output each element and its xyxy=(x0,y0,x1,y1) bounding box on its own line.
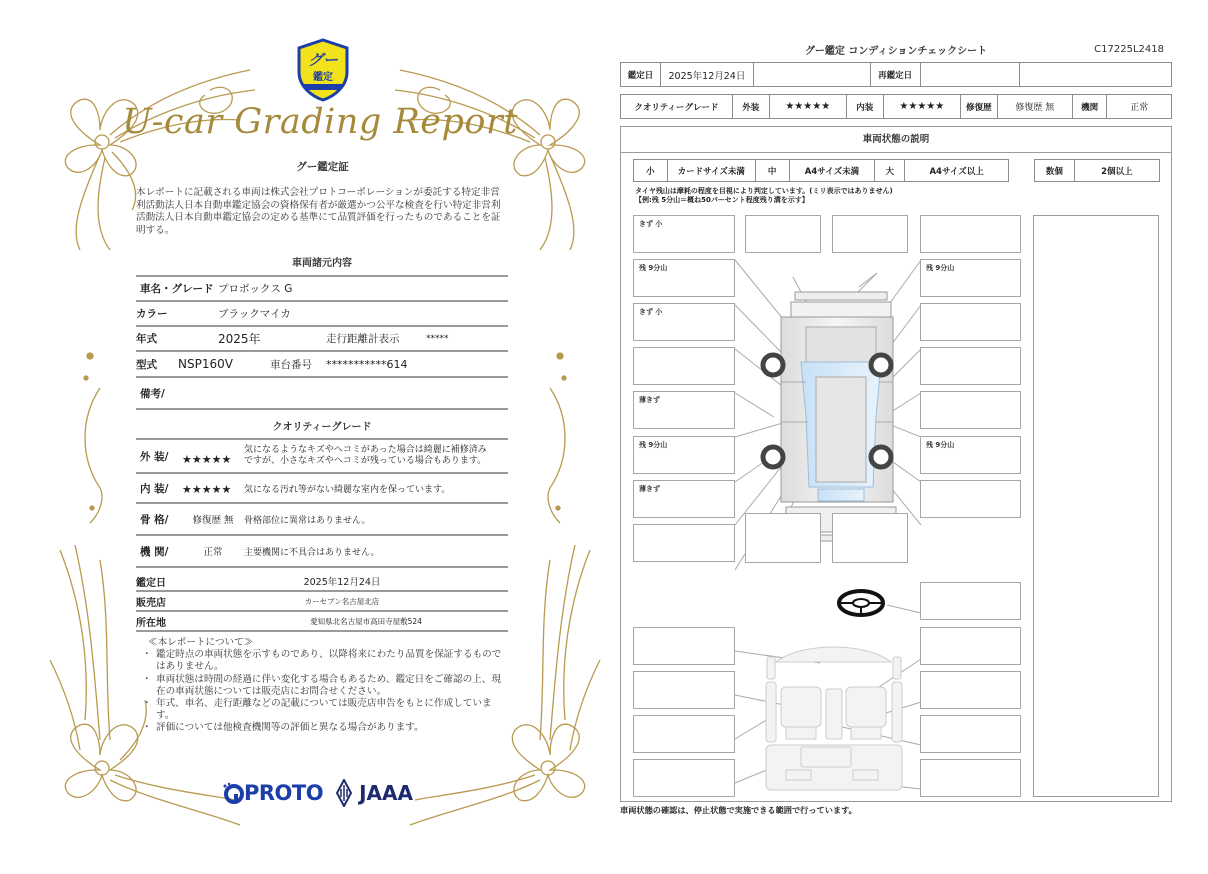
condition-box-left-6: 残 9分山 xyxy=(633,436,735,474)
shop-value: カーセブン名古屋北店 xyxy=(304,596,380,606)
condition-box-top-2 xyxy=(832,215,908,253)
sheet-footer-note: 車両状態の確認は、停止状態で実施できる範囲で行っています。 xyxy=(620,805,857,815)
sheet-title: グー鑑定 コンディションチェックシート xyxy=(804,46,988,57)
model-label: 型式 xyxy=(136,358,157,371)
car-top-view-icon xyxy=(763,292,896,541)
interior-description: 気になる汚れ等がない綺麗な室内を保っています。 xyxy=(244,484,451,495)
reinspection-date-label: 再鑑定日 xyxy=(870,63,920,87)
engine-label: 機 関/ xyxy=(140,545,169,558)
repair-history-value: 修復歴 無 xyxy=(997,95,1072,119)
condition-box-bottom-2 xyxy=(832,513,908,563)
quality-grade-table xyxy=(620,94,1172,119)
color-label: カラー xyxy=(136,308,168,320)
report-notes xyxy=(144,637,504,735)
footer-logos xyxy=(222,778,413,808)
note-item: ・ 評価については他検査機関等の評価と異なる場合があります。 xyxy=(144,722,504,734)
interior-box-right-2 xyxy=(920,627,1021,665)
proto-mark-icon xyxy=(222,782,244,804)
year-value: 2025年 xyxy=(218,332,261,346)
shield-icon xyxy=(295,38,351,102)
model-value: NSP160V xyxy=(178,357,233,371)
condition-box-right-1 xyxy=(920,215,1021,253)
condition-box-right-4 xyxy=(920,347,1021,385)
grade-row-frame xyxy=(136,504,508,536)
shop-label: 販売店 xyxy=(136,597,166,609)
grading-certificate xyxy=(40,30,610,830)
condition-check-sheet xyxy=(618,38,1174,828)
blank-cell xyxy=(1020,63,1172,87)
legend-large-desc: A4サイズ以上 xyxy=(905,160,1009,182)
chassis-label: 車台番号 xyxy=(270,358,312,371)
vehicle-condition-panel xyxy=(620,126,1172,802)
svg-text:鑑定: 鑑定 xyxy=(313,72,333,83)
engine-rating: 正常 xyxy=(203,547,223,558)
goo-kantei-badge xyxy=(295,38,351,102)
condition-box-left-1: きず 小 xyxy=(633,215,735,253)
steering-wheel-icon xyxy=(839,591,883,615)
date-value: 2025年12月24日 xyxy=(303,577,381,588)
legend-several-desc: 2個以上 xyxy=(1074,160,1159,182)
interior-box-right-5 xyxy=(920,759,1021,797)
tire-tread-note: タイヤ残山は摩耗の程度を目視により判定しています。(ミリ表示ではありません) 【例:残 5分山＝概ね50パーセント程度残り溝を示す】 xyxy=(635,187,893,205)
condition-box-left-5: 薄きず xyxy=(633,391,735,429)
interior-box-left-2 xyxy=(633,671,735,709)
grade-row-exterior xyxy=(136,440,508,474)
spec-row-year xyxy=(136,327,508,352)
legend-small-desc: カードサイズ未満 xyxy=(667,160,755,182)
condition-box-left-2: 残 9分山 xyxy=(633,259,735,297)
info-row-shop xyxy=(136,592,508,612)
grade-row-interior xyxy=(136,474,508,504)
odometer-label: 走行距離計表示 xyxy=(326,333,400,345)
inspection-date-label: 鑑定日 xyxy=(621,63,661,87)
svg-text:グー: グー xyxy=(307,51,339,69)
condition-box-right-3 xyxy=(920,303,1021,341)
condition-box-left-7: 薄きず xyxy=(633,480,735,518)
engine-label: 機関 xyxy=(1072,95,1106,119)
certificate-intro: 本レポートに記載される車両は株式会社プロトコーポレーションが委託する特定非営利活動法人日本自動車鑑定協会の資格保有者が厳選かつ公平な検査を行い特定非営利活動法人日本自動車鑑定協会の定める基準にて品質評価を行ったものであることを証明する。 xyxy=(136,187,501,236)
interior-box-left-3 xyxy=(633,715,735,753)
address-label: 所在地 xyxy=(136,617,166,629)
interior-label: 内装 xyxy=(846,95,883,119)
condition-box-right-5 xyxy=(920,391,1021,429)
sheet-code: C17225L2418 xyxy=(1094,44,1164,55)
remarks-label: 備考/ xyxy=(140,387,165,400)
tire-front-right-icon xyxy=(871,355,891,375)
note-item: ・ 年式、車名、走行距離などの記載については販売店申告をもとに作成しています。 xyxy=(144,698,504,722)
frame-rating: 修復歴 無 xyxy=(192,515,234,526)
jaaa-logo: JAAA xyxy=(335,779,413,807)
exterior-label: 外装 xyxy=(732,95,769,119)
inspection-date-table xyxy=(620,62,1172,87)
exterior-stars: ★★★★★ xyxy=(769,95,846,119)
proto-logo: PROTO xyxy=(222,781,323,805)
ornament-side-right-icon xyxy=(530,348,580,528)
engine-description: 主要機関に不具合はありません。 xyxy=(244,547,380,558)
certificate-script-title: U-car Grading Report xyxy=(122,102,518,142)
reinspection-date-value xyxy=(920,63,1020,87)
info-row-date xyxy=(136,572,508,592)
condition-box-left-8 xyxy=(633,524,735,562)
interior-rating: ★★★★★ xyxy=(182,483,232,496)
date-label: 鑑定日 xyxy=(136,577,166,589)
note-item: ・ 車両状態は時間の経過に伴い変化する場合もあるため、鑑定日をご確認の上、現在の車両状態については販売店にお問合せください。 xyxy=(144,674,504,698)
interior-box-left-1 xyxy=(633,627,735,665)
condition-box-left-4 xyxy=(633,347,735,385)
exterior-description: 気になるようなキズやヘコミがあった場合は綺麗に補修済み ですが、小さなキズやヘコミが残っている場合もあります。 xyxy=(244,445,487,466)
condition-box-right-6: 残 9分山 xyxy=(920,436,1021,474)
frame-label: 骨 格/ xyxy=(140,513,169,526)
ornament-side-left-icon xyxy=(70,348,120,528)
certificate-subtitle: グー鑑定証 xyxy=(296,161,349,173)
address-value: 愛知県北名古屋市高田寺屋敷524 xyxy=(310,616,422,626)
jaaa-mark-icon xyxy=(335,779,353,807)
interior-box-right-4 xyxy=(920,715,1021,753)
interior-box-right-1 xyxy=(920,582,1021,620)
quality-grade-label: クオリティーグレード xyxy=(621,95,733,119)
grade-row-engine xyxy=(136,536,508,568)
odometer-value: ***** xyxy=(426,333,449,344)
frame-description: 骨格部位に異常はありません。 xyxy=(244,515,371,526)
notes-list xyxy=(144,649,504,734)
panel-title: 車両状態の説明 xyxy=(621,127,1171,153)
tire-rear-left-icon xyxy=(763,447,783,467)
condition-box-right-2: 残 9分山 xyxy=(920,259,1021,297)
notes-heading: ≪本レポートについて≫ xyxy=(148,637,254,648)
inspection-date-value: 2025年12月24日 xyxy=(660,63,753,87)
info-row-address xyxy=(136,612,508,632)
spec-row-name-grade xyxy=(136,277,508,302)
interior-box-left-4 xyxy=(633,759,735,797)
legend-small-label: 小 xyxy=(634,160,668,182)
blank-cell xyxy=(753,63,870,87)
interior-label: 内 装/ xyxy=(140,482,169,495)
quality-grade-title: クオリティーグレード xyxy=(272,422,372,433)
year-label: 年式 xyxy=(136,333,157,345)
spec-row-remarks xyxy=(136,378,508,410)
spec-row-color xyxy=(136,302,508,327)
name-grade-label: 車名・グレード xyxy=(140,283,214,295)
legend-medium-desc: A4サイズ未満 xyxy=(789,160,875,182)
spec-row-model xyxy=(136,352,508,378)
name-grade-value: プロボックス G xyxy=(218,283,293,295)
specs-title: 車両諸元内容 xyxy=(292,258,352,269)
tire-rear-right-icon xyxy=(871,447,891,467)
chassis-value: ***********614 xyxy=(326,357,408,371)
condition-box-left-3: きず 小 xyxy=(633,303,735,341)
legend-several-label: 数個 xyxy=(1035,160,1075,182)
condition-box-bottom-1 xyxy=(745,513,821,563)
exterior-rating: ★★★★★ xyxy=(182,452,232,466)
car-interior-view-icon xyxy=(766,647,902,790)
color-value: ブラックマイカ xyxy=(218,308,291,320)
legend-medium-label: 中 xyxy=(755,160,789,182)
note-item: ・ 鑑定時点の車両状態を示すものであり、以降将来にわたり品質を保証するものではありません。 xyxy=(144,649,504,673)
interior-box-right-3 xyxy=(920,671,1021,709)
legend-large-label: 大 xyxy=(875,160,905,182)
condition-box-top-1 xyxy=(745,215,821,253)
interior-stars: ★★★★★ xyxy=(883,95,960,119)
repair-history-label: 修復歴 xyxy=(961,95,998,119)
exterior-label: 外 装/ xyxy=(140,450,169,463)
tire-front-left-icon xyxy=(763,355,783,375)
engine-value: 正常 xyxy=(1107,95,1172,119)
condition-box-right-7 xyxy=(920,480,1021,518)
